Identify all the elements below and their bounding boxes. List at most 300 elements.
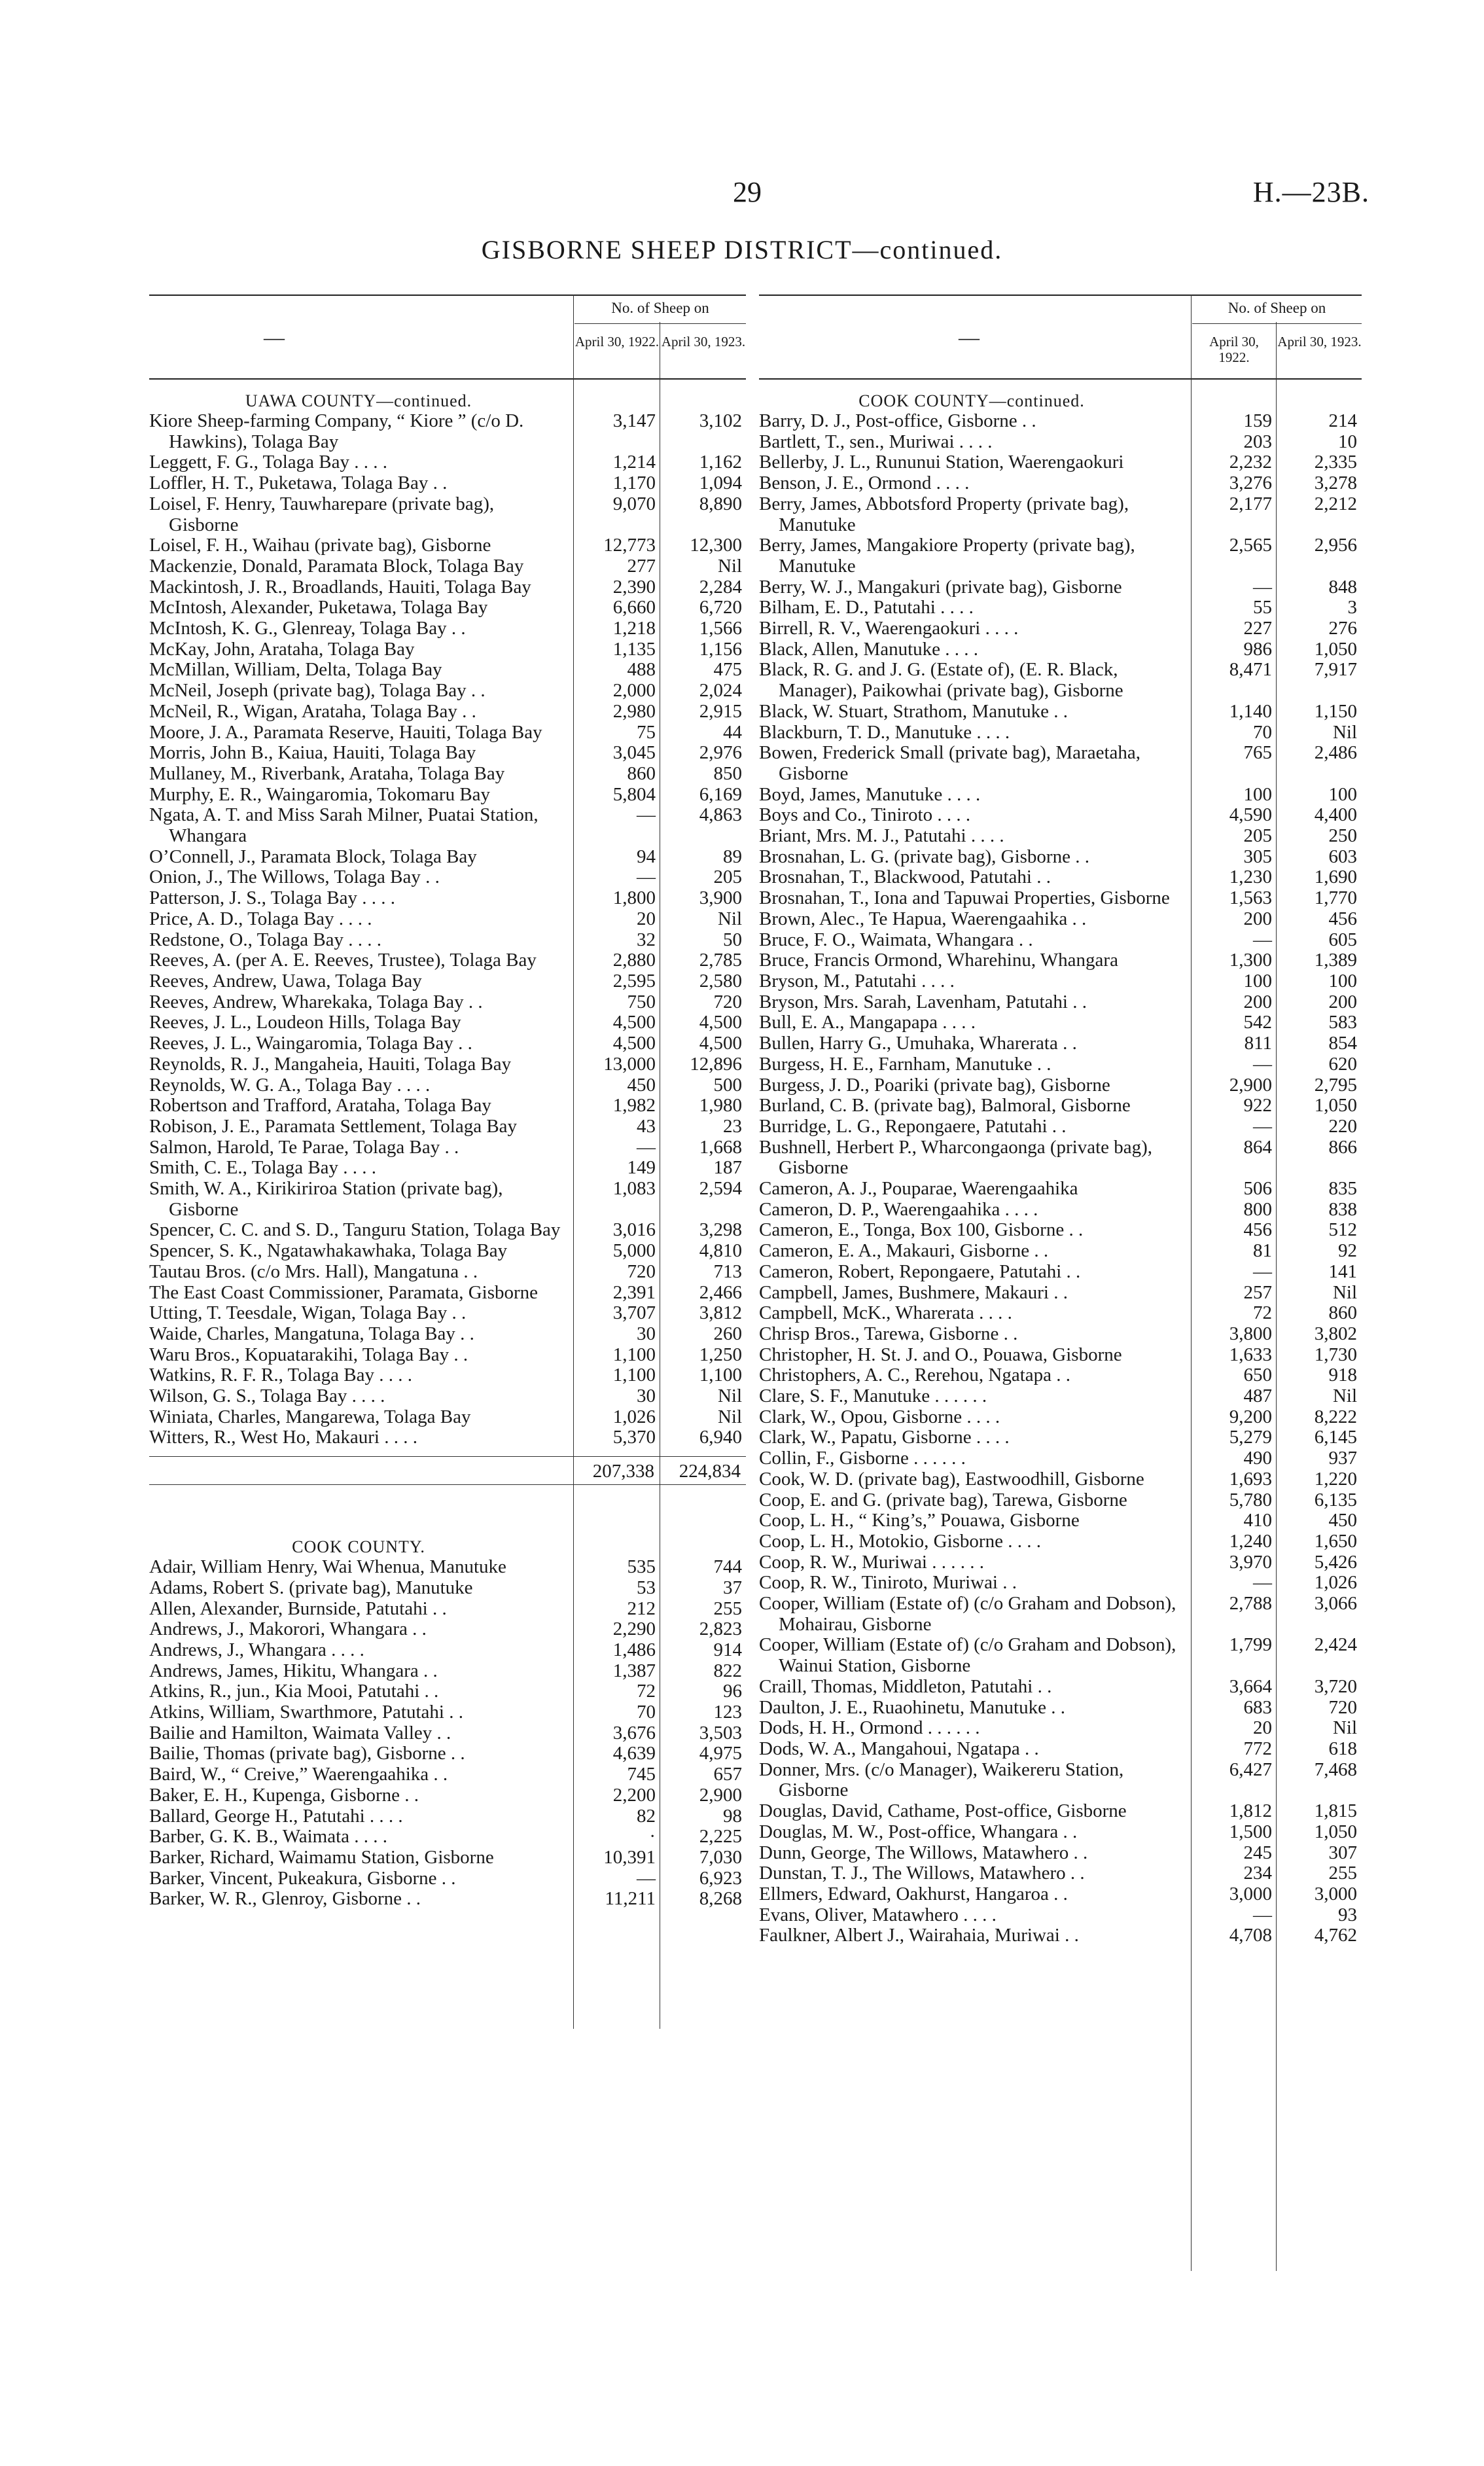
holder-name: Mullaney, M., Riverbank, Arataha, Tolaga Bay: [149, 762, 505, 784]
sheep-1923: 603: [1328, 846, 1357, 867]
table-row: [149, 1427, 746, 1448]
sheep-1922: 772: [1243, 1738, 1272, 1759]
sheep-1922: 1,026: [612, 1406, 656, 1427]
sheep-1923: 3,503: [699, 1722, 742, 1743]
sheep-1922: 1,100: [612, 1365, 656, 1386]
table-row: [149, 1012, 746, 1033]
table-row: [759, 702, 1362, 723]
table-row: [759, 1262, 1362, 1283]
sheep-1923: Nil: [717, 908, 742, 929]
sheep-1922: 2,232: [1229, 452, 1272, 473]
table-row: [149, 1578, 746, 1599]
sheep-1923: 3,720: [1314, 1675, 1357, 1697]
sheep-1923: 92: [1338, 1240, 1357, 1262]
sheep-1922: 1,982: [612, 1095, 656, 1117]
sheep-1922: 2,900: [1229, 1074, 1272, 1096]
sheep-1922: 5,780: [1229, 1489, 1272, 1510]
sheep-1923: 2,486: [1314, 742, 1357, 764]
table-row: [149, 1220, 746, 1241]
sheep-1922: 1,486: [612, 1639, 656, 1660]
sheep-1922: 2,390: [612, 576, 656, 598]
sheep-1922: 1,812: [1229, 1800, 1272, 1822]
sheep-1923: 2,594: [699, 1178, 742, 1200]
holder-name: Moore, J. A., Paramata Reserve, Hauiti, Tolaga Bay: [149, 721, 542, 743]
sheep-1923: 96: [723, 1681, 742, 1702]
table-row: [149, 1407, 746, 1428]
holder-name: Coop, R. W., Tiniroto, Muriwai . .: [759, 1572, 1017, 1594]
sheep-1922: 1,563: [1229, 887, 1272, 909]
sheep-1922: 1,240: [1229, 1530, 1272, 1552]
table-row: [759, 1863, 1362, 1884]
holder-name: Price, A. D., Tolaga Bay . . . .: [149, 908, 372, 929]
sheep-1923: 187: [713, 1157, 742, 1179]
sheep-1922: 450: [627, 1074, 656, 1096]
sheep-1923: 6,720: [699, 597, 742, 618]
table-row: [149, 867, 746, 888]
holder-name: Christophers, A. C., Rerehou, Ngatapa . .: [759, 1365, 1071, 1386]
sheep-1923: 744: [713, 1556, 742, 1578]
total-1922: 207,338: [592, 1461, 654, 1482]
sheep-1922: 750: [627, 991, 656, 1012]
holder-name: Black, Allen, Manutuke . . . .: [759, 638, 979, 660]
holder-name: Black, W. Stuart, Strathom, Manutuke . .: [759, 700, 1069, 722]
holder-name: Smith, W. A., Kirikiriroa Station (private bag), Gisborne: [149, 1178, 503, 1220]
sheep-1922: 32: [637, 929, 656, 950]
holder-name: Wilson, G. S., Tolaga Bay . . . .: [149, 1385, 385, 1407]
holder-name: Cameron, Robert, Repongaere, Patutahi . .: [759, 1260, 1081, 1282]
sheep-1922: 12,773: [603, 535, 656, 556]
table-row: [149, 1702, 746, 1723]
sheep-1923: 2,976: [699, 742, 742, 764]
holder-name: Reeves, A. (per A. E. Reeves, Trustee), Tolaga Bay: [149, 950, 537, 971]
table-row: [149, 1262, 746, 1283]
holder-name: Mackenzie, Donald, Paramata Block, Tolaga Bay: [149, 555, 524, 577]
right-table-header: [759, 295, 1362, 380]
table-row: [759, 785, 1362, 806]
sheep-1923: 835: [1328, 1178, 1357, 1200]
holder-name: Spencer, S. K., Ngatawhakawhaka, Tolaga Bay: [149, 1240, 508, 1262]
sheep-1923: 12,300: [690, 535, 742, 556]
table-row: [759, 1407, 1362, 1428]
date-1922-header: April 30, 1922.: [1209, 334, 1259, 365]
sheep-1923: Nil: [717, 555, 742, 577]
sheep-1923: 276: [1328, 618, 1357, 639]
holder-name: Bullen, Harry G., Umuhaka, Wharerata . .: [759, 1033, 1077, 1054]
sheep-1922: 6,660: [612, 597, 656, 618]
holder-name: Reeves, Andrew, Uawa, Tolaga Bay: [149, 970, 422, 992]
table-row: [759, 598, 1362, 618]
sheep-1923: 2,915: [699, 700, 742, 722]
sheep-1922: 650: [1243, 1365, 1272, 1386]
holder-name: Loisel, F. Henry, Tauwharepare (private bag), Gisborne: [149, 493, 495, 535]
sheep-1922: 55: [1253, 597, 1272, 618]
holder-name: McIntosh, K. G., Glenreay, Tolaga Bay . .: [149, 618, 466, 639]
sheep-1923: 2,284: [699, 576, 742, 598]
section-heading-cook-continued: COOK COUNTY—continued.: [858, 391, 1085, 410]
table-row: [149, 1806, 746, 1827]
sheep-1922: 2,290: [612, 1618, 656, 1640]
holder-name: Leggett, F. G., Tolaga Bay . . . .: [149, 452, 388, 473]
sheep-1923: 850: [713, 762, 742, 784]
table-row: [149, 618, 746, 639]
sheep-1922: 2,788: [1229, 1593, 1272, 1615]
sheep-1923: 1,162: [699, 452, 742, 473]
table-row: [149, 1889, 746, 1910]
table-row: [759, 1573, 1362, 1594]
holder-name: Berry, W. J., Mangakuri (private bag), Gisborne: [759, 576, 1122, 598]
table-row: [149, 411, 746, 452]
sheep-1923: 2,225: [699, 1826, 742, 1848]
table-row: [149, 1075, 746, 1096]
sheep-1923: 2,900: [699, 1784, 742, 1806]
sheep-1922: —: [1253, 576, 1272, 598]
holder-name: Clark, W., Opou, Gisborne . . . .: [759, 1406, 1000, 1427]
sheep-1922: 542: [1243, 1012, 1272, 1033]
holder-name: Loisel, F. H., Waihau (private bag), Gisborne: [149, 535, 491, 556]
table-row: [759, 1365, 1362, 1386]
sheep-1923: 1,770: [1314, 887, 1357, 909]
sheep-1923: Nil: [1332, 1385, 1357, 1407]
sheep-1922: 1,100: [612, 1344, 656, 1365]
sheep-1922: 6,427: [1229, 1759, 1272, 1780]
holder-name: Onion, J., The Willows, Tolaga Bay . .: [149, 867, 440, 888]
holder-name: McNeil, Joseph (private bag), Tolaga Bay . .: [149, 680, 486, 702]
sheep-1923: 2,956: [1314, 535, 1357, 556]
holder-name: Coop, R. W., Muriwai . . . . . .: [759, 1551, 984, 1573]
date-1923-header: April 30, 1923.: [661, 334, 746, 349]
sheep-1923: 93: [1338, 1904, 1357, 1925]
sheep-1923: 2,335: [1314, 452, 1357, 473]
holder-name: Redstone, O., Tolaga Bay . . . .: [149, 929, 382, 950]
sheep-1923: 4,863: [699, 804, 742, 826]
table-row: [149, 1723, 746, 1744]
holder-name: McMillan, William, Delta, Tolaga Bay: [149, 659, 442, 681]
table-row: [759, 826, 1362, 847]
page-number: 29: [733, 176, 762, 208]
holder-name: Bushnell, Herbert P., Wharcongaonga (private bag), Gisborne: [759, 1136, 1153, 1179]
sheep-1923: 720: [713, 991, 742, 1012]
sheep-1923: 5,426: [1314, 1551, 1357, 1573]
holder-name: Barry, D. J., Post-office, Gisborne . .: [759, 410, 1036, 431]
sheep-1922: 53: [637, 1577, 656, 1598]
sheep-1923: 2,823: [699, 1618, 742, 1640]
sheep-1923: 3,066: [1314, 1593, 1357, 1615]
sheep-1923: 6,923: [699, 1867, 742, 1889]
sheep-1923: 4,762: [1314, 1925, 1357, 1946]
table-row: [149, 1303, 746, 1324]
sheep-1923: 220: [1328, 1115, 1357, 1137]
holder-name: Coop, L. H., “ King’s,” Pouawa, Gisborne: [759, 1510, 1080, 1531]
sheep-1923: Nil: [717, 1385, 742, 1407]
holder-name: Blackburn, T. D., Manutuke . . . .: [759, 721, 1010, 743]
sheep-1922: 2,980: [612, 700, 656, 722]
sheep-1922: 860: [627, 762, 656, 784]
sheep-1923: 866: [1328, 1136, 1357, 1158]
table-row: [759, 1054, 1362, 1075]
table-row: [149, 1345, 746, 1366]
table-row: [759, 930, 1362, 951]
sheep-1923: 1,050: [1314, 638, 1357, 660]
sheep-1922: 1,230: [1229, 867, 1272, 888]
cook-rows: [149, 1557, 746, 1910]
holder-name: Campbell, James, Bushmere, Makauri . .: [759, 1281, 1068, 1303]
table-row: [149, 930, 746, 951]
table-row: [149, 764, 746, 785]
holder-name: Winiata, Charles, Mangarewa, Tolaga Bay: [149, 1406, 471, 1427]
holder-name: Cooper, William (Estate of) (c/o Graham and Dobson), Wainui Station, Gisborne: [759, 1634, 1176, 1677]
sheep-1922: 82: [637, 1805, 656, 1827]
sheep-1922: 487: [1243, 1385, 1272, 1407]
table-row: [149, 888, 746, 909]
sheep-1922: 3,045: [612, 742, 656, 764]
table-row: [149, 1599, 746, 1620]
table-row: [149, 702, 746, 723]
sheep-1923: Nil: [1332, 1281, 1357, 1303]
table-row: [149, 1557, 746, 1578]
sheep-1923: 1,050: [1314, 1095, 1357, 1117]
table-row: [149, 909, 746, 930]
sheep-1922: 765: [1243, 742, 1272, 764]
holder-name: Reeves, J. L., Waingaromia, Tolaga Bay . .: [149, 1033, 472, 1054]
holder-name: Bull, E. A., Mangapapa . . . .: [759, 1012, 976, 1033]
table-row: [759, 1137, 1362, 1179]
holder-name: Burgess, H. E., Farnham, Manutuke . .: [759, 1053, 1051, 1075]
holder-name: Boyd, James, Manutuke . . . .: [759, 783, 981, 805]
holder-name: Cook, W. D. (private bag), Eastwoodhill, Gisborne: [759, 1468, 1144, 1490]
sheep-1922: 864: [1243, 1136, 1272, 1158]
holder-name: Atkins, R., jun., Kia Mooi, Patutahi . .: [149, 1681, 439, 1702]
table-row: [759, 909, 1362, 930]
sheep-1923: 512: [1328, 1219, 1357, 1241]
uawa-rows: [149, 411, 746, 1448]
table-row: [149, 1096, 746, 1117]
table-row: [149, 1054, 746, 1075]
table-row: [149, 660, 746, 681]
sheep-1923: 2,424: [1314, 1634, 1357, 1656]
table-row: [149, 473, 746, 494]
holder-name: Cooper, William (Estate of) (c/o Graham and Dobson), Mohairau, Gisborne: [759, 1593, 1176, 1635]
table-row: [759, 1012, 1362, 1033]
sheep-1923: 3,900: [699, 887, 742, 909]
sheep-1922: 488: [627, 659, 656, 681]
sheep-1923: 3: [1347, 597, 1357, 618]
sheep-1923: 1,100: [699, 1365, 742, 1386]
table-row: [149, 1848, 746, 1868]
sheep-1922: 5,000: [612, 1240, 656, 1262]
table-row: [759, 618, 1362, 639]
table-row: [759, 1718, 1362, 1739]
holder-name: Bailie, Thomas (private bag), Gisborne . .: [149, 1743, 465, 1764]
holder-name: Waide, Charles, Mangatuna, Tolaga Bay . .: [149, 1323, 474, 1344]
sheep-1923: 307: [1328, 1842, 1357, 1863]
right-column: [759, 295, 1362, 1946]
holder-name: Bryson, Mrs. Sarah, Lavenham, Patutahi . .: [759, 991, 1087, 1012]
holder-name: Patterson, J. S., Tolaga Bay . . . .: [149, 887, 396, 909]
holder-name: Craill, Thomas, Middleton, Patutahi . .: [759, 1675, 1052, 1697]
holder-name: McIntosh, Alexander, Puketawa, Tolaga Bay: [149, 597, 488, 618]
sheep-1922: 4,500: [612, 1012, 656, 1033]
holder-name: Reeves, Andrew, Wharekaka, Tolaga Bay . .: [149, 991, 483, 1012]
sheep-1922: —: [637, 804, 656, 826]
sheep-1923: 250: [1328, 825, 1357, 847]
table-row: [149, 556, 746, 577]
sheep-1922: —: [637, 1867, 656, 1889]
sheep-1923: 8,268: [699, 1888, 742, 1910]
holder-name: Cameron, E. A., Makauri, Gisborne . .: [759, 1240, 1049, 1262]
holder-name: Morris, John B., Kaiua, Hauiti, Tolaga Bay: [149, 742, 476, 764]
sheep-1922: 100: [1243, 783, 1272, 805]
uawa-total-row: [149, 1456, 746, 1485]
table-row: [759, 950, 1362, 971]
table-row: [759, 1905, 1362, 1926]
holder-name: Watkins, R. F. R., Tolaga Bay . . . .: [149, 1365, 412, 1386]
sheep-1923: 1,150: [1314, 700, 1357, 722]
sheep-1922: 2,391: [612, 1281, 656, 1303]
table-row: [759, 473, 1362, 494]
sheep-1922: ·: [649, 1826, 656, 1848]
table-row: [759, 432, 1362, 453]
table-row: [759, 1884, 1362, 1905]
holder-name: Barker, Richard, Waimamu Station, Gisborne: [149, 1847, 494, 1868]
sheep-1922: 11,211: [605, 1888, 656, 1910]
holder-name: Ballard, George H., Patutahi . . . .: [149, 1805, 403, 1827]
sheep-1922: 234: [1243, 1863, 1272, 1884]
table-row: [759, 1386, 1362, 1407]
sheep-1923: 500: [713, 1074, 742, 1096]
holder-name: Brown, Alec., Te Hapua, Waerengaahika . .: [759, 908, 1087, 929]
sheep-1923: 605: [1328, 929, 1357, 950]
holder-name: Andrews, James, Hikitu, Whangara . .: [149, 1660, 438, 1681]
holder-name: Burland, C. B. (private bag), Balmoral, Gisborne: [759, 1095, 1131, 1117]
table-row: [759, 847, 1362, 868]
sheep-1922: 257: [1243, 1281, 1272, 1303]
holder-name: Spencer, C. C. and S. D., Tanguru Station, Tolaga Bay: [149, 1219, 561, 1241]
sheep-1923: 4,400: [1314, 804, 1357, 826]
holder-name: Barber, G. K. B., Waimata . . . .: [149, 1826, 388, 1848]
sheep-1922: 8,471: [1229, 659, 1272, 681]
holder-name: McKay, John, Arataha, Tolaga Bay: [149, 638, 415, 660]
table-row: [149, 1661, 746, 1682]
holder-name: Andrews, J., Makorori, Whangara . .: [149, 1618, 427, 1640]
sheep-1923: 450: [1328, 1510, 1357, 1531]
sheep-1922: 1,170: [612, 473, 656, 494]
sheep-1922: 1,387: [612, 1660, 656, 1681]
sheep-1922: 72: [637, 1681, 656, 1702]
sheep-1922: 5,370: [612, 1427, 656, 1448]
table-row: [149, 950, 746, 971]
table-row: [759, 1345, 1362, 1366]
sheep-1923: 720: [1328, 1696, 1357, 1718]
sheep-1922: 20: [1253, 1717, 1272, 1739]
table-row: [759, 805, 1362, 826]
header-rule: [1192, 323, 1362, 324]
sheep-1923: 1,220: [1314, 1468, 1357, 1490]
table-row: [759, 639, 1362, 660]
holder-name: Reynolds, W. G. A., Tolaga Bay . . . .: [149, 1074, 431, 1096]
sheep-1923: 6,135: [1314, 1489, 1357, 1510]
sheep-1923: 918: [1328, 1365, 1357, 1386]
table-row: [759, 1635, 1362, 1676]
holder-name: Black, R. G. and J. G. (Estate of), (E. R. Black, Manager), Paikowhai (private bag), Gisborne: [759, 659, 1123, 702]
sheep-1922: 100: [1243, 970, 1272, 992]
holder-name: Bryson, M., Patutahi . . . .: [759, 970, 955, 992]
holder-name: Baker, E. H., Kupenga, Gisborne . .: [149, 1784, 419, 1806]
sheep-1923: 620: [1328, 1053, 1357, 1075]
sheep-1923: 4,975: [699, 1743, 742, 1764]
header-rule: [574, 323, 746, 324]
sheep-1923: 456: [1328, 908, 1357, 929]
holder-name: Dunstan, T. J., The Willows, Matawhero . .: [759, 1863, 1085, 1884]
left-column: [149, 295, 746, 1910]
sheep-1923: 200: [1328, 991, 1357, 1012]
sheep-1923: 7,917: [1314, 659, 1357, 681]
sheep-1922: —: [1253, 1904, 1272, 1925]
table-row: [149, 1117, 746, 1137]
sheep-1923: 6,145: [1314, 1427, 1357, 1448]
sheep-1923: 583: [1328, 1012, 1357, 1033]
holder-name: Berry, James, Abbotsford Property (private bag), Manutuke: [759, 493, 1129, 535]
sheep-1923: 1,566: [699, 618, 742, 639]
table-row: [149, 1241, 746, 1262]
holder-name: O’Connell, J., Paramata Block, Tolaga Bay: [149, 846, 477, 867]
sheep-1922: 535: [627, 1556, 656, 1578]
sheep-1923: 6,940: [699, 1427, 742, 1448]
sheep-1923: 4,500: [699, 1012, 742, 1033]
sheep-1922: 1,800: [612, 887, 656, 909]
holder-name: Robison, J. E., Paramata Settlement, Tolaga Bay: [149, 1115, 518, 1137]
sheep-1923: 6,169: [699, 783, 742, 805]
table-row: [149, 1179, 746, 1220]
sheep-1923: 914: [713, 1639, 742, 1660]
table-row: [759, 723, 1362, 743]
holder-name: Clark, W., Papatu, Gisborne . . . .: [759, 1427, 1010, 1448]
sheep-1923: 50: [723, 929, 742, 950]
table-row: [149, 805, 746, 846]
sheep-1922: 1,214: [612, 452, 656, 473]
table-row: [149, 743, 746, 764]
table-row: [149, 971, 746, 992]
sheep-1922: 20: [637, 908, 656, 929]
table-row: [759, 1822, 1362, 1843]
table-row: [149, 1619, 746, 1640]
holder-name: Bilham, E. D., Patutahi . . . .: [759, 597, 974, 618]
holder-name: Murphy, E. R., Waingaromia, Tokomaru Bay: [149, 783, 491, 805]
table-row: [759, 1801, 1362, 1822]
sheep-1923: 2,795: [1314, 1074, 1357, 1096]
holder-name: Christopher, H. St. J. and O., Pouawa, Gisborne: [759, 1344, 1122, 1365]
sheep-1922: 94: [637, 846, 656, 867]
holder-name: Briant, Mrs. M. J., Patutahi . . . .: [759, 825, 1004, 847]
sheep-1922: 30: [637, 1323, 656, 1344]
holder-name: Bellerby, J. L., Rununui Station, Waerengaokuri: [759, 452, 1124, 473]
sheep-1922: 149: [627, 1157, 656, 1179]
sheep-1923: 100: [1328, 970, 1357, 992]
table-row: [759, 494, 1362, 535]
table-row: [759, 1677, 1362, 1698]
holder-name: Kiore Sheep-farming Company, “ Kiore ” (c/o D. Hawkins), Tolaga Bay: [149, 410, 524, 452]
holder-name: Reeves, J. L., Loudeon Hills, Tolaga Bay: [149, 1012, 461, 1033]
table-row: [759, 1179, 1362, 1200]
sheep-1922: 4,590: [1229, 804, 1272, 826]
sheep-1922: 4,639: [612, 1743, 656, 1764]
sheep-1922: 13,000: [603, 1053, 656, 1075]
holder-name: Tautau Bros. (c/o Mrs. Hall), Mangatuna . .: [149, 1260, 478, 1282]
sheep-1922: 305: [1243, 846, 1272, 867]
table-row: [149, 723, 746, 743]
sheep-1922: 490: [1243, 1448, 1272, 1469]
sheep-1922: 10,391: [603, 1847, 656, 1868]
sheep-1923: 854: [1328, 1033, 1357, 1054]
